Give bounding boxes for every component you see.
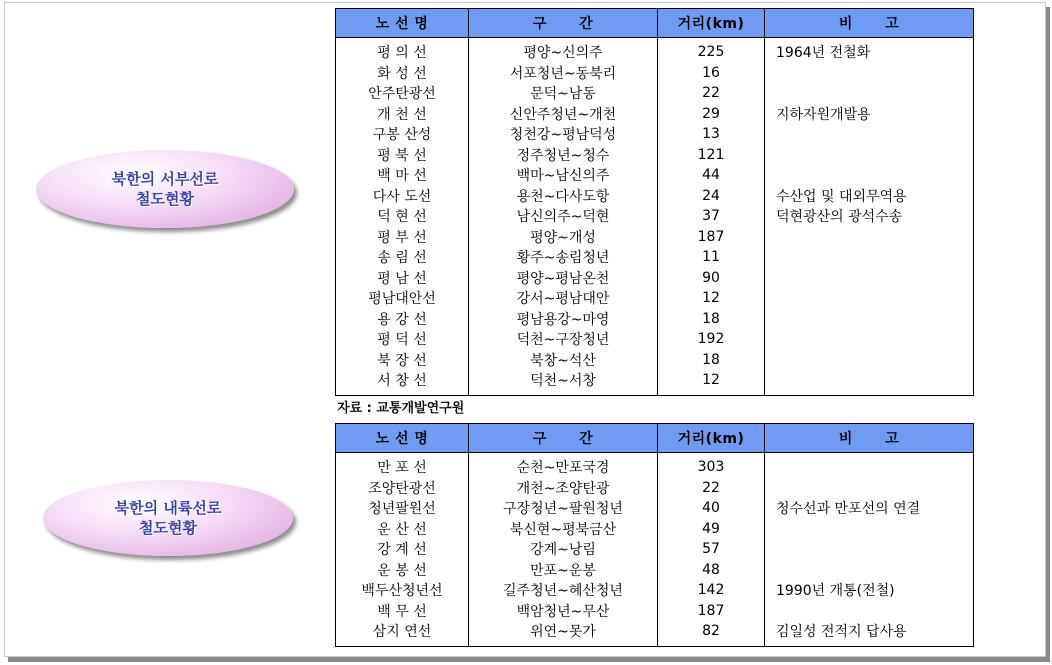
line-name-cell: 평남대안선: [336, 288, 469, 309]
remarks-cell: [765, 560, 974, 581]
line-name-cell: 서 창 선: [336, 370, 469, 395]
section-cell: 백마~남신의주: [469, 165, 658, 186]
line-name-cell: 조양탄광선: [336, 478, 469, 499]
header-distance: 거리(km): [658, 9, 765, 38]
table-row: [336, 580, 974, 601]
remarks-cell: [765, 370, 974, 395]
inland-lines-label: 북한의 내륙선로 철도현황: [114, 499, 222, 537]
line-name-cell: 북 장 선: [336, 350, 469, 371]
line-name-cell: 용 강 선: [336, 309, 469, 330]
table-row: [336, 309, 974, 330]
table-row: [336, 63, 974, 84]
section-cell: 구장청년~팔원청년: [469, 498, 658, 519]
remarks-cell: 김일성 전적지 답사용: [765, 621, 974, 646]
table-row: [336, 329, 974, 350]
header-distance: 거리(km): [658, 424, 765, 453]
remarks-cell: 수산업 및 대외무역용: [765, 186, 974, 207]
remarks-cell: [765, 63, 974, 84]
remarks-cell: [765, 519, 974, 540]
table-row: [336, 268, 974, 289]
distance-cell: 29: [658, 104, 765, 125]
distance-cell: 44: [658, 165, 765, 186]
distance-cell: 121: [658, 145, 765, 166]
table-row: [336, 621, 974, 646]
distance-cell: 22: [658, 83, 765, 104]
remarks-cell: 청수선과 만포선의 연결: [765, 498, 974, 519]
line-name-cell: 다사 도선: [336, 186, 469, 207]
header-remarks: 비 고: [765, 9, 974, 38]
line-name-cell: 백두산청년선: [336, 580, 469, 601]
table-row: [336, 145, 974, 166]
table-row: [336, 498, 974, 519]
line-name-cell: 만 포 선: [336, 453, 469, 478]
header-section: 구 간: [469, 9, 658, 38]
table-row: [336, 601, 974, 622]
table-row: [336, 186, 974, 207]
section-cell: 만포~운봉: [469, 560, 658, 581]
header-section: 구 간: [469, 424, 658, 453]
section-cell: 황주~송림청년: [469, 247, 658, 268]
line-name-cell: 평 의 선: [336, 38, 469, 63]
section-cell: 신안주청년~개천: [469, 104, 658, 125]
section-cell: 강계~낭림: [469, 539, 658, 560]
distance-cell: 82: [658, 621, 765, 646]
distance-cell: 22: [658, 478, 765, 499]
line-name-cell: 안주탄광선: [336, 83, 469, 104]
line-name-cell: 송 림 선: [336, 247, 469, 268]
remarks-cell: [765, 453, 974, 478]
distance-cell: 187: [658, 601, 765, 622]
distance-cell: 24: [658, 186, 765, 207]
remarks-cell: 지하자원개발용: [765, 104, 974, 125]
section-cell: 문덕~남동: [469, 83, 658, 104]
line-name-cell: 백 마 선: [336, 165, 469, 186]
distance-cell: 12: [658, 288, 765, 309]
table-row: [336, 478, 974, 499]
distance-cell: 37: [658, 206, 765, 227]
line-name-cell: 청년팔원선: [336, 498, 469, 519]
line-name-cell: 화 성 선: [336, 63, 469, 84]
line-name-cell: 덕 현 선: [336, 206, 469, 227]
distance-cell: 303: [658, 453, 765, 478]
line-name-cell: 강 계 선: [336, 539, 469, 560]
remarks-cell: 1990년 개통(전철): [765, 580, 974, 601]
line-name-cell: 백 무 선: [336, 601, 469, 622]
distance-cell: 13: [658, 124, 765, 145]
west-lines-table: [335, 8, 974, 396]
section-cell: 백암청년~무산: [469, 601, 658, 622]
remarks-cell: [765, 601, 974, 622]
table-row: [336, 104, 974, 125]
source-note: 자료 : 교통개발연구원: [337, 401, 465, 416]
section-cell: 청천강~평남덕성: [469, 124, 658, 145]
west-lines-label-badge: [36, 150, 294, 228]
table-row: [336, 560, 974, 581]
remarks-cell: [765, 83, 974, 104]
distance-cell: 11: [658, 247, 765, 268]
header-line-name: 노 선 명: [336, 424, 469, 453]
distance-cell: 40: [658, 498, 765, 519]
remarks-cell: [765, 165, 974, 186]
distance-cell: 142: [658, 580, 765, 601]
distance-cell: 187: [658, 227, 765, 248]
section-cell: 순천~만포국경: [469, 453, 658, 478]
section-cell: 남신의주~덕현: [469, 206, 658, 227]
remarks-cell: [765, 329, 974, 350]
section-cell: 강서~평남대안: [469, 288, 658, 309]
line-name-cell: 개 천 선: [336, 104, 469, 125]
table-row: [336, 288, 974, 309]
distance-cell: 18: [658, 309, 765, 330]
table-header-row: [336, 424, 974, 453]
distance-cell: 90: [658, 268, 765, 289]
line-name-cell: 구봉 산성: [336, 124, 469, 145]
section-cell: 서포청년~동북리: [469, 63, 658, 84]
section-cell: 개천~조양탄광: [469, 478, 658, 499]
remarks-cell: [765, 350, 974, 371]
header-remarks: 비 고: [765, 424, 974, 453]
line-name-cell: 평 덕 선: [336, 329, 469, 350]
table-row: [336, 165, 974, 186]
remarks-cell: 덕현광산의 광석수송: [765, 206, 974, 227]
line-name-cell: 평 부 선: [336, 227, 469, 248]
section-cell: 북신현~평북금산: [469, 519, 658, 540]
table-row: [336, 206, 974, 227]
remarks-cell: [765, 247, 974, 268]
distance-cell: 12: [658, 370, 765, 395]
inland-lines-label-badge: [43, 480, 293, 556]
section-cell: 덕천~구장청년: [469, 329, 658, 350]
distance-cell: 48: [658, 560, 765, 581]
distance-cell: 192: [658, 329, 765, 350]
remarks-cell: [765, 145, 974, 166]
table-row: [336, 519, 974, 540]
distance-cell: 16: [658, 63, 765, 84]
line-name-cell: 운 봉 선: [336, 560, 469, 581]
west-lines-label: 북한의 서부선로 철도현황: [111, 170, 219, 208]
distance-cell: 57: [658, 539, 765, 560]
inland-lines-table: [335, 423, 974, 647]
distance-cell: 18: [658, 350, 765, 371]
section-cell: 북창~석산: [469, 350, 658, 371]
section-cell: 평양~신의주: [469, 38, 658, 63]
section-cell: 덕천~서창: [469, 370, 658, 395]
section-cell: 용천~다사도항: [469, 186, 658, 207]
remarks-cell: [765, 539, 974, 560]
table-row: [336, 370, 974, 395]
table-row: [336, 453, 974, 478]
table-row: [336, 124, 974, 145]
header-line-name: 노 선 명: [336, 9, 469, 38]
table-row: [336, 38, 974, 63]
table-row: [336, 247, 974, 268]
section-cell: 위연~못가: [469, 621, 658, 646]
section-cell: 평양~평남온천: [469, 268, 658, 289]
section-cell: 평남용강~마영: [469, 309, 658, 330]
line-name-cell: 평 남 선: [336, 268, 469, 289]
remarks-cell: [765, 268, 974, 289]
table-row: [336, 539, 974, 560]
section-cell: 정주청년~청수: [469, 145, 658, 166]
remarks-cell: [765, 124, 974, 145]
table-header-row: [336, 9, 974, 38]
remarks-cell: [765, 227, 974, 248]
remarks-cell: 1964년 전철화: [765, 38, 974, 63]
line-name-cell: 평 북 선: [336, 145, 469, 166]
distance-cell: 49: [658, 519, 765, 540]
table-row: [336, 227, 974, 248]
remarks-cell: [765, 478, 974, 499]
table-row: [336, 83, 974, 104]
remarks-cell: [765, 309, 974, 330]
remarks-cell: [765, 288, 974, 309]
line-name-cell: 운 산 선: [336, 519, 469, 540]
distance-cell: 225: [658, 38, 765, 63]
section-cell: 길주청년~혜산청년: [469, 580, 658, 601]
section-cell: 평양~개성: [469, 227, 658, 248]
line-name-cell: 삼지 연선: [336, 621, 469, 646]
table-row: [336, 350, 974, 371]
